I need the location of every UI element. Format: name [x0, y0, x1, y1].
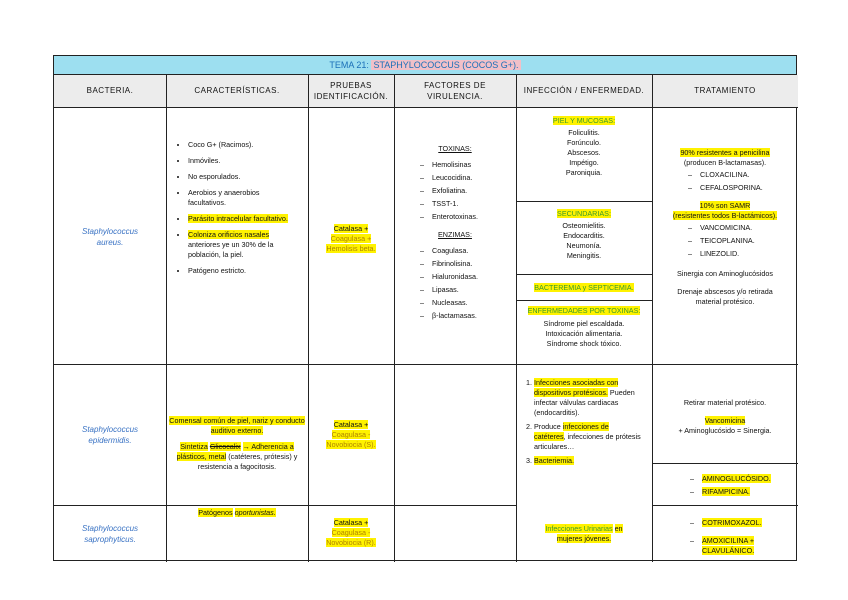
epidermidis-infections	[516, 378, 652, 470]
enzyme-item: – Hialuronidasa.	[432, 272, 516, 282]
header-bacteria: BACTERIA.	[54, 75, 166, 108]
bacteria-aureus: Staphylococcus aureus.	[81, 226, 139, 247]
list-item: • Patógeno estricto.	[188, 266, 298, 276]
epidermidis-opportunist: Patógenos oportunistas.	[198, 508, 276, 517]
bacteremia-box: BACTEREMIA y SEPTICEMIA.	[516, 275, 652, 301]
shared-treatment: – AMINOGLUCÓSIDO. – RIFAMPICINA.	[652, 474, 798, 500]
aureus-treatment: 90% resistentes a penicilina (producen B-lactamasas). – CLOXACILINA. – CEFALOSPORINA. 10% son SAMR (resistentes todos B-lactámicos). – VANCOMICINA. – TEICOPLANINA. – LINEZOLID. Sinergia con Aminoglucósidos Drenaje abscesos y/o retirada material protésico.	[652, 148, 798, 307]
toxin-item: – Enterotoxinas.	[432, 212, 516, 222]
list-item: • Parásito intracelular facultativo.	[188, 214, 298, 224]
enzyme-item: – Lipasas.	[432, 285, 516, 295]
bacteria-epidermidis: Staphylococcus epidermidis.	[81, 425, 139, 445]
aureus-infection	[516, 109, 652, 364]
toxin-item: – Hemolisinas	[432, 160, 516, 170]
enzyme-item: – Coagulasa.	[432, 246, 516, 256]
list-item: • Inmóviles.	[188, 156, 298, 166]
aureus-virulence: TOXINAS: – Hemolisinas – Leucocidina. – Exfoliatina. – TSST-1. – Enterotoxinas. ENZIMAS: – Coagulasa. – Fibrinolisina. – Hialuronidasa. – Lipasas. – Nucleasas. – β-lactamasas.	[394, 144, 516, 324]
title-prefix: TEMA 21:	[329, 60, 369, 70]
saprophyticus-infection: Infecciones Urinarias en mujeres jóvenes.	[545, 524, 623, 543]
list-item: • No esporulados.	[188, 172, 298, 182]
epidermidis-characteristics: Comensal común de piel, nariz y conducto auditivo externo. Sintetiza Glicocalix → Adherencia a plásticos, metal (catéteres, prótesis) y resistencia a fagocitosis.	[169, 416, 305, 471]
enzyme-item: – Nucleasas.	[432, 298, 516, 308]
saprophyticus-treatment: – COTRIMOXAZOL. – AMOXICILINA + CLAVULÁNICO.	[652, 518, 798, 559]
list-item: • Aerobios y anaerobios facultativos.	[188, 188, 298, 208]
staphylococcus-table	[53, 55, 797, 561]
enzyme-item: – β-lactamasas.	[432, 311, 516, 321]
header-infection: INFECCIÓN / ENFERMEDAD.	[516, 75, 652, 108]
header-characteristics: CARACTERÍSTICAS.	[166, 75, 308, 108]
list-item: 1. Infecciones asociadas con dispositivos protésicos. Pueden infectar válvulas cardiacas (endocarditis).	[534, 378, 642, 418]
saprophyticus-tests: Catalasa + Coagulasa - Novobiocia (R).	[326, 518, 376, 547]
skin-box: PIEL Y MUCOSAS: Foliculitis. Forúnculo. Abscesos. Impétigo. Paroniquia.	[516, 109, 652, 202]
epidermidis-treatment: Retirar material protésico. Vancomicina + Aminoglucósido = Sinergia.	[678, 398, 772, 435]
header-treatment: TRATAMIENTO	[652, 75, 798, 108]
list-item: 3. Bacteriemia.	[534, 456, 642, 466]
toxin-item: – TSST-1.	[432, 199, 516, 209]
aureus-tests: Catalasa + Coagulasa + Hemolisis beta.	[326, 224, 376, 253]
secondary-box: SECUNDARIAS: Osteomielitis. Endocarditis. Neumonía. Meningitis.	[516, 202, 652, 275]
header-tests: PRUEBAS IDENTIFICACIÓN.	[308, 75, 394, 108]
list-item: 2. Produce infecciones de catéteres, infecciones de prótesis articulares…	[534, 422, 642, 452]
enzyme-item: – Fibrinolisina.	[432, 259, 516, 269]
epidermidis-tests: Catalasa + Coagulasa - Novobiocia (S).	[326, 420, 376, 449]
bacteria-saprophyticus: Staphylococcus saprophyticus.	[81, 524, 139, 544]
toxin-item: – Exfoliatina.	[432, 186, 516, 196]
toxin-disease-box: ENFERMEDADES POR TOXINAS: Síndrome piel escaldada. Intoxicación alimentaria. Síndrome shock tóxico.	[527, 306, 641, 348]
table-title	[54, 56, 796, 75]
header-virulence: FACTORES DE VIRULENCIA.	[394, 75, 516, 108]
list-item: • Coco G+ (Racimos).	[188, 140, 298, 150]
aureus-characteristics	[166, 140, 308, 282]
title-highlight: STAPHYLOCOCCUS (COCOS G+).	[373, 60, 519, 70]
toxin-item: – Leucocidina.	[432, 173, 516, 183]
list-item: • Coloniza orificios nasales anteriores ye un 30% de la población, la piel.	[188, 230, 298, 260]
